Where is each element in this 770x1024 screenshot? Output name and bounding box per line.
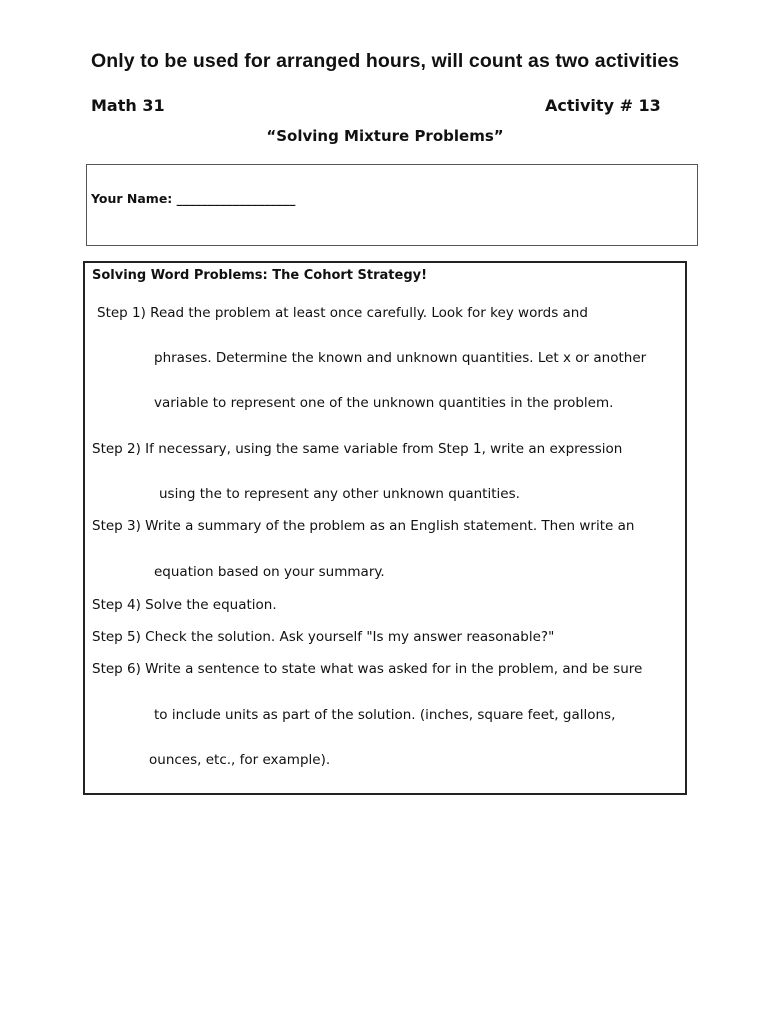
strategy-box (83, 261, 687, 795)
name-box (86, 164, 698, 246)
step-line: Step 4) Solve the equation. (92, 597, 277, 613)
step-line: ounces, etc., for example). (149, 752, 331, 768)
step-line: Step 6) Write a sentence to state what was asked for in the problem, and be sure (92, 661, 643, 677)
step-line: Step 2) If necessary, using the same variable from Step 1, write an expression (92, 441, 623, 457)
step-line: equation based on your summary. (154, 564, 385, 580)
step-line: Step 5) Check the solution. Ask yourself "Is my answer reasonable?" (92, 629, 555, 645)
step-line: using the to represent any other unknown quantities. (159, 486, 520, 502)
step-line: phrases. Determine the known and unknown quantities. Let x or another (154, 350, 647, 366)
banner-notice: Only to be used for arranged hours, will count as two activities (91, 50, 680, 72)
name-field-label[interactable]: Your Name: ___________________ (91, 191, 296, 206)
strategy-title: Solving Word Problems: The Cohort Strategy! (92, 268, 428, 283)
page-title: “Solving Mixture Problems” (266, 127, 504, 145)
step-line: variable to represent one of the unknown quantities in the problem. (154, 395, 614, 411)
step-line: to include units as part of the solution. (inches, square feet, gallons, (154, 707, 616, 723)
step-line: Step 3) Write a summary of the problem as an English statement. Then write an (92, 518, 635, 534)
activity-number: Activity # 13 (545, 96, 661, 115)
step-line: Step 1) Read the problem at least once carefully. Look for key words and (97, 305, 588, 321)
course-label: Math 31 (91, 96, 165, 115)
